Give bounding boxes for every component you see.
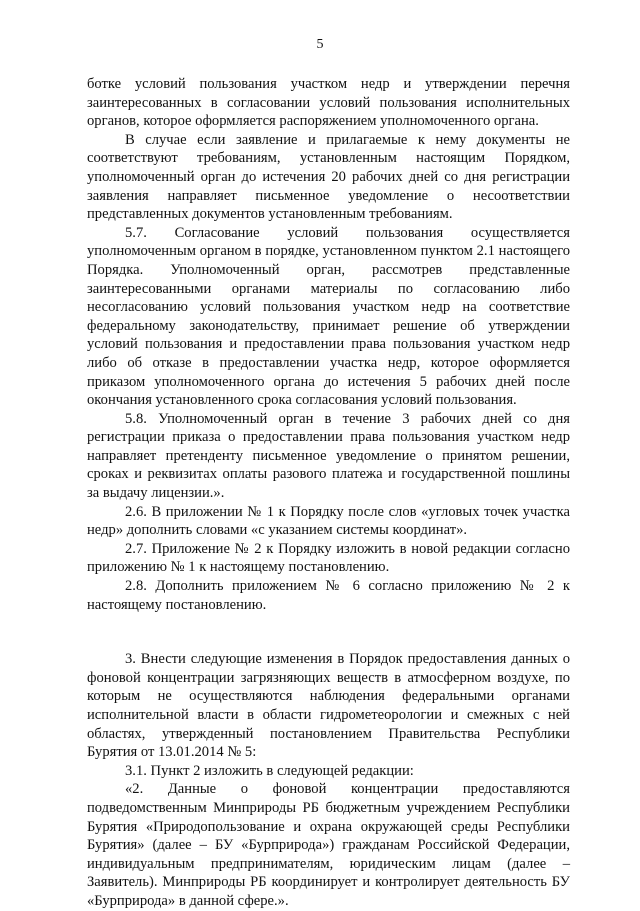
page-number: 5 <box>316 37 324 52</box>
paragraph-5-8: 5.8. Уполномоченный орган в течение 3 рабочих дней со дня регистрации приказа о предоставлении права пользования участком недр направляет претенденту письменное уведомление о принятом решении, сроках и реквизитах оплаты разового платежа и государственной пошлины за выдачу лицензии.». <box>87 410 570 502</box>
paragraph-2-8: 2.8. Дополнить приложением № 6 согласно приложению № 2 к настоящему постановлению. <box>87 578 570 613</box>
paragraph: В случае если заявление и прилагаемые к нему документы не соответствуют требованиям, установленным настоящим Порядком, уполномоченный орган до истечения 20 рабочих дней со дня регистрации заявления направляет письменное уведомление о несоответствии представленных документов установленным требованиям. <box>87 131 570 223</box>
paragraph-3: 3. Внести следующие изменения в Порядок предоставления данных о фоновой концентрации загрязняющих веществ в атмосферном воздухе, по которым не осуществляются наблюдения федеральными органами исполнительной власти в области гидрометеорологии и смежных с ней областях, утвержденный постановлением Правительства Республики Бурятия от 13.01.2014 № 5: <box>87 651 570 761</box>
paragraph-5-7: 5.7. Согласование условий пользования осуществляется уполномоченным органом в порядке, установленном пунктом 2.1 настоящего Порядка. Уполномоченный орган, рассмотрев представленные заинтересованными органами материалы по согласованию либо несогласованию условий пользования участком недр на соответствие федеральному законодательству, принимает решение об утверждении условий пользования и предоставлении права пользования участком недр либо об отказе в предоставлении участка недр, которое оформляется приказом уполномоченного органа до истечения 5 рабочих дней после окончания установленного срока согласования условий пользования. <box>87 224 570 409</box>
document-body <box>87 75 570 911</box>
paragraph-2-7: 2.7. Приложение № 2 к Порядку изложить в новой редакции согласно приложению № 1 к настоящему постановлению. <box>87 540 570 576</box>
paragraph-2-6: 2.6. В приложении № 1 к Порядку после слов «угловых точек участка недр» дополнить словами «с указанием системы координат». <box>87 503 570 539</box>
paragraph-3-1: 3.1. Пункт 2 изложить в следующей редакции: <box>125 762 414 779</box>
paragraph-quoted-2: «2. Данные о фоновой концентрации предоставляются подведомственным Минприроды РБ бюджетным учреждением Республики Бурятия «Природопользование и охрана окружающей среды Республики Бурятия» (далее – БУ «Бурприрода») гражданам Российской Федерации, индивидуальным предпринимателям, юридическим лицам (далее – Заявитель). Минприроды РБ координирует и контролирует деятельность БУ «Бурприрода» в данной сфере.». <box>87 781 570 909</box>
section-gap <box>87 614 570 650</box>
paragraph-continuation: ботке условий пользования участком недр и утверждении перечня заинтересованных в согласовании условий пользования исполнительных органов, которое оформляется распоряжением уполномоченного органа. <box>87 76 570 130</box>
